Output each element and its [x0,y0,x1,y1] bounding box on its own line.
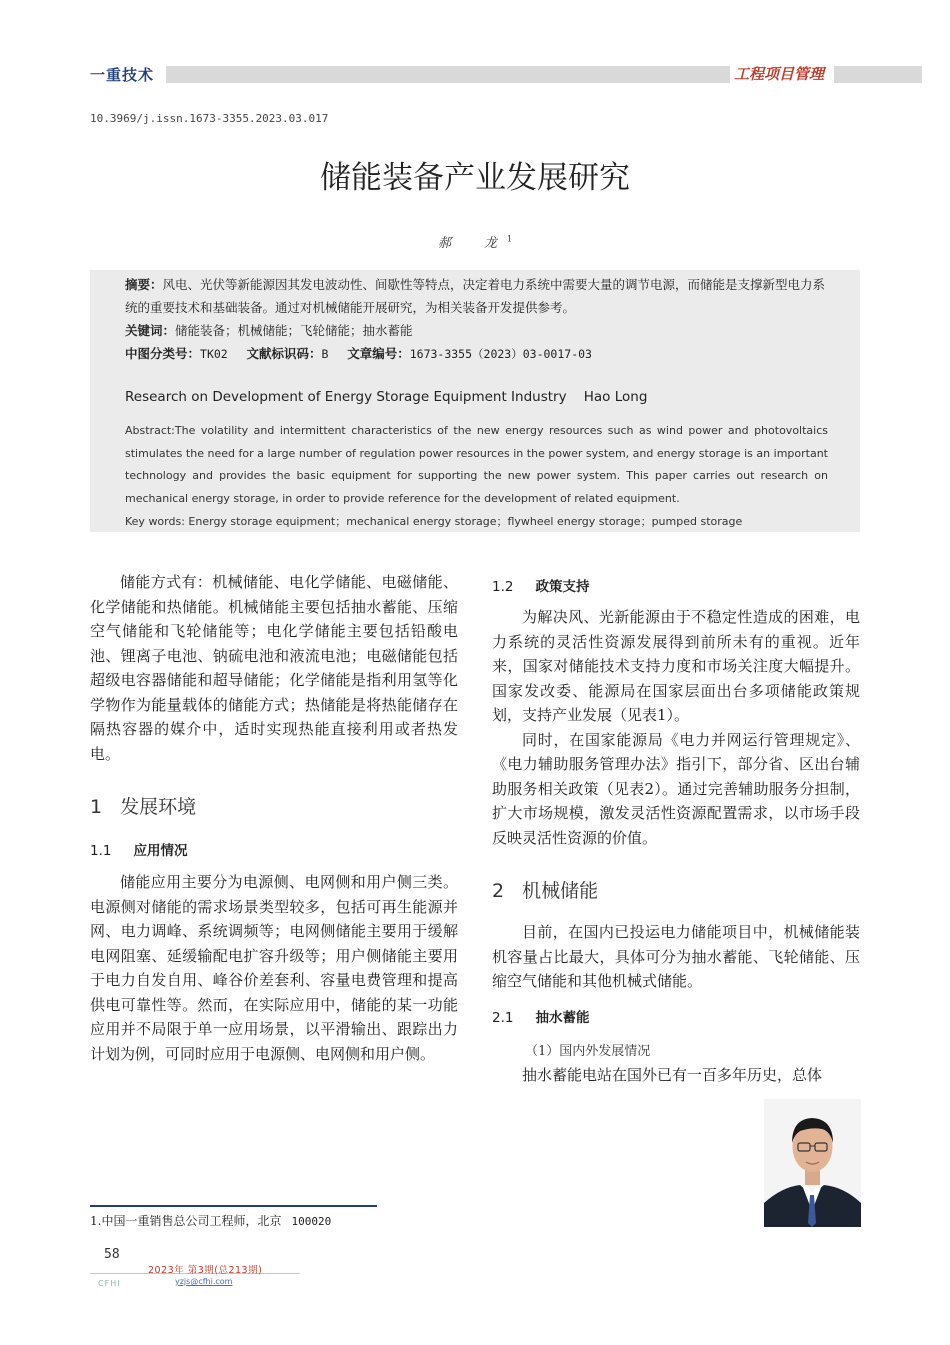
clc-label: 中图分类号： [125,346,201,361]
section-1-2-text-1: 为解决风、光新能源由于不稳定性造成的困难，电力系统的灵活性资源发展得到前所未有的重视。近年来，国家对储能技术支持力度和市场关注度大幅提升。国家发改委、能源局在国家层面出台多项储能政策规划，支持产业发展（见表1）。 [492,608,860,724]
page-title: 储能装备产业发展研究 [320,160,630,196]
section-2-1-title: 抽水蓄能 [535,1010,590,1026]
section-2-paragraph [492,920,860,994]
section-1-2-heading [492,575,589,595]
article-no-value: 1673-3355（2023）03-0017-03 [409,347,592,361]
doi: 10.3969/j.issn.1673-3355.2023.03.017 [90,112,329,125]
cfhi-mark: CFHI [98,1279,121,1288]
section-1-2-number: 1.2 [492,579,514,595]
section-2-1-paragraph [492,1063,860,1088]
contact-email[interactable]: yzjs@cfhi.com [175,1277,233,1286]
section-1-1-paragraph [90,870,458,1066]
keywords-label: 关键词： [125,323,176,338]
affiliation-mark: 1 [506,234,513,244]
section-2-1-text: 抽水蓄能电站在国外已有一百多年历史，总体 [522,1066,823,1084]
article-no-label: 文章编号： [347,346,410,361]
footnote-text: 1.中国一重销售总公司工程师，北京 [90,1214,282,1228]
keywords-en-text: Energy storage equipment；mechanical energy storage；flywheel energy storage；pumped storage [188,515,743,528]
section-2-1-heading [492,1006,589,1026]
section-1-1-heading [90,839,187,859]
section-1-1-number: 1.1 [90,843,112,859]
column-name: 工程项目管理 [734,65,825,83]
section-2-heading [492,876,598,903]
section-2-title: 机械储能 [522,880,599,902]
keywords-en-label: Key words: [125,515,185,528]
abstract-en-label: Abstract: [125,424,175,437]
intro-text: 储能方式有：机械储能、电化学储能、电磁储能、化学储能和热储能。机械储能主要包括抽水蓄能、压缩空气储能和飞轮储能等；电化学储能主要包括铅酸电池、锂离子电池、钠硫电池和液流电池；电磁储能包括超级电容器储能和超导储能；化学储能是指利用氢等化学物作为能量载体的储能方式；热储能是将热能储存在隔热容器的媒介中，适时实现热能直接利用或者热发电。 [90,573,458,763]
doc-code-label: 文献标识码： [246,346,322,361]
abstract-en-text: The volatility and intermittent characteristics of the new energy resources such as wind power and photovoltaics stimulates the need for a large number of regulation power resources in the power system, and energy storage is an important technology and provides the basic equipment for supporting the new power system. This paper carries out research on mechanical energy storage, in order to provide reference for the development of related equipment. [125,424,828,506]
abstract-en [125,420,828,511]
section-2-number: 2 [492,880,505,902]
author [0,232,950,251]
footnote-zip: 100020 [291,1215,332,1228]
abstract-cn [125,273,828,319]
english-title-line [125,389,647,405]
abstract-label: 摘要： [125,277,163,292]
intro-paragraph [90,570,458,766]
section-1-heading [90,792,196,819]
keywords-text: 储能装备；机械储能；飞轮储能；抽水蓄能 [175,323,413,338]
footnote [90,1212,331,1229]
author-name: 郝 龙 [437,236,507,251]
abstract-text: 风电、光伏等新能源因其发电波动性、间歇性等特点，决定着电力系统中需要大量的调节电源，而储能是支撑新型电力系统的重要技术和基础装备。通过对机械储能开展研究，为相关装备开发提供参考。 [125,277,826,315]
footnote-rule [90,1205,377,1207]
doc-code-value: B [321,347,329,361]
clc-value: TK02 [200,347,228,361]
section-1-2-title: 政策支持 [535,579,590,595]
english-author: Hao Long [583,389,648,405]
section-1-1-title: 应用情况 [133,843,188,859]
author-photo [764,1099,861,1227]
section-2-1-number: 2.1 [492,1010,514,1026]
keywords-en [125,511,828,533]
page-number: 58 [104,1247,120,1262]
section-1-2-text-2: 同时，在国家能源局《电力并网运行管理规定》、《电力辅助服务管理办法》指引下，部分省、区出台辅助服务相关政策（见表2）。通过完善辅助服务分担制，扩大市场规模，激发灵活性资源配置需求，以市场手段反映灵活性资源的价值。 [492,730,860,847]
section-1-title: 发展环境 [120,796,197,818]
english-title: Research on Development of Energy Storage Equipment Industry [125,389,567,405]
section-1-number: 1 [90,796,103,818]
keywords-cn [125,319,828,342]
classification-line [125,342,828,366]
section-1-1-text: 储能应用主要分为电源侧、电网侧和用户侧三类。电源侧对储能的需求场景类型较多，包括可再生能源并网、电力调峰、系统调频等；电网侧储能主要用于缓解电网阻塞、延缓输配电扩容升级等；用户侧储能主要用于电力自发自用、峰谷价差套利、容量电费管理和提高供电可靠性等。然而，在实际应用中，储能的某一功能应用并不局限于单一应用场景，以平滑输出、跟踪出力计划为例，可同时应用于电源侧、电网侧和用户侧。 [90,873,458,1063]
section-1-2-paragraphs [492,605,860,850]
subsection-1-label: （1）国内外发展情况 [525,1044,651,1059]
issue-info: 2023年 第3期(总213期) [148,1265,263,1276]
journal-name: 一重技术 [90,66,155,84]
section-2-text: 目前，在国内已投运电力储能项目中，机械储能装机容量占比最大，具体可分为抽水蓄能、飞轮储能、压缩空气储能和其他机械式储能。 [492,923,860,990]
